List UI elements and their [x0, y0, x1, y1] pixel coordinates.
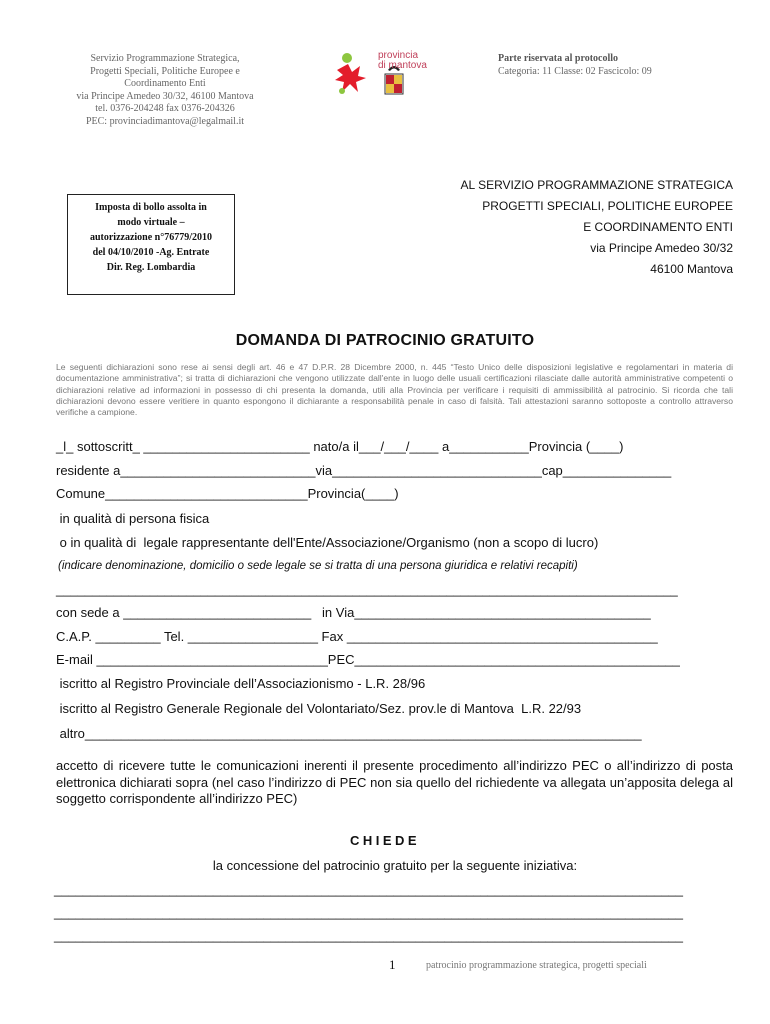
recipient-line: via Principe Amedeo 30/32	[590, 241, 733, 255]
recipient-line: AL SERVIZIO PROGRAMMAZIONE STRATEGICA	[460, 178, 733, 192]
address-line: Servizio Programmazione Strategica,	[90, 53, 240, 64]
stamp-line: del 04/10/2010 -Ag. Entrate	[92, 247, 210, 258]
stamp-line: modo virtuale –	[117, 217, 185, 228]
logo-text-line: di mantova	[378, 60, 427, 71]
option-other[interactable]: altro_____________________________________________________________________________	[56, 726, 642, 741]
stamp-line: autorizzazione n°76779/2010	[89, 232, 213, 243]
office-address-block	[40, 53, 290, 129]
contact-phone-line[interactable]: C.A.P. _________ Tel. __________________ Fax ___________________________________________	[56, 629, 658, 644]
option-legal-representative[interactable]: o in qualità di legale rappresentante dell'Ente/Associazione/Organismo (non a scopo di lucro)	[56, 535, 599, 550]
logo-text-line: provincia	[378, 50, 419, 61]
protocol-classification: Categoria: 11 Classe: 02 Fascicolo: 09	[498, 65, 652, 77]
address-line: tel. 0376-204248 fax 0376-204326	[95, 103, 235, 115]
entity-details-hint: (indicare denominazione, domicilio o sede legale se si tratta di una persona giuridica e relativi recapiti)	[58, 560, 578, 572]
recipient-line: E COORDINAMENTO ENTI	[583, 220, 733, 234]
initiative-line[interactable]: _______________________________________________________________________________________	[54, 905, 684, 920]
stamp-duty-box	[67, 194, 235, 295]
address-line: Progetti Speciali, Politiche Europee e	[90, 65, 240, 77]
recipient-address	[461, 175, 733, 280]
residence-line[interactable]: residente a___________________________via_____________________________cap_______________	[56, 463, 672, 478]
entity-details-line[interactable]: ______________________________________________________________________________________	[56, 582, 678, 597]
initiative-line[interactable]: _______________________________________________________________________________________	[54, 928, 684, 943]
option-regional-register[interactable]: iscritto al Registro Generale Regionale del Volontariato/Sez. prov.le di Mantova L.R. 22/93	[56, 701, 582, 716]
legal-notice: Le seguenti dichiarazioni sono rese ai sensi degli art. 46 e 47 D.P.R. 28 Dicembre 2000, n. 445 “Testo Unico delle disposizioni legislative e regolamentari in materia di documentazione amministrativa”; si tratta di dichiarazioni che vengono utilizzate dall'ente in luogo delle usuali certificazioni rilasciate dalle autorità amministrative competenti o dichiarazioni relative ad informazioni in possesso di chi presenta la domanda, utili alla Provincia per verificare i requisiti di ammissibilità al patrocinio. Si ricorda che tali dichiarazioni devono essere veritiere in quanto espongono il dichiarante a responsabilità penale in caso di falsità. Tali attestazioni saranno sottoposte a controllo attraverso verifiche a campione.	[56, 362, 733, 418]
stamp-line: Dir. Reg. Lombardia	[106, 262, 196, 273]
stamp-line: Imposta di bollo assolta in	[95, 202, 207, 213]
option-provincial-register[interactable]: iscritto al Registro Provinciale dell’Associazionismo - L.R. 28/96	[56, 676, 426, 691]
initiative-line[interactable]: _______________________________________________________________________________________	[54, 882, 684, 897]
request-subheading: la concessione del patrocinio gratuito per la seguente iniziativa:	[212, 858, 578, 873]
footer-text: patrocinio programmazione strategica, progetti speciali	[426, 960, 647, 971]
address-line: Coordinamento Enti	[124, 78, 206, 90]
headquarters-line[interactable]: con sede a __________________________ in Via_________________________________________	[56, 605, 651, 620]
applicant-name-line[interactable]: _l_ sottoscritt_ _______________________ nato/a il___/___/____ a___________Provincia (____)	[56, 439, 624, 454]
request-heading: CHIEDE	[349, 833, 421, 848]
option-natural-person[interactable]: in qualità di persona fisica	[56, 511, 210, 526]
document-title: DOMANDA DI PATROCINIO GRATUITO	[235, 332, 535, 349]
recipient-line: PROGETTI SPECIALI, POLITICHE EUROPEE	[482, 199, 733, 213]
pec-consent-paragraph[interactable]: accetto di ricevere tutte le comunicazioni inerenti il presente procedimento all’indirizzo PEC o all’indirizzo di posta elettronica dichiarati sopra (nel caso l’indirizzo di PEC non sia quello del richiedente va allegata un’apposita delega al soggetto corrispondente all’indirizzo PEC)	[56, 758, 733, 806]
recipient-line: 46100 Mantova	[650, 262, 733, 276]
email-pec-line[interactable]: E-mail ________________________________PEC_____________________________________________	[56, 652, 680, 667]
municipality-line[interactable]: Comune____________________________Provincia(____)	[56, 486, 399, 501]
protocol-box	[498, 53, 652, 78]
address-line: PEC: provinciadimantova@legalmail.it	[85, 115, 245, 127]
page-number: 1	[389, 957, 396, 972]
logo-text	[378, 51, 427, 71]
address-line: via Principe Amedeo 30/32, 46100 Mantova	[76, 90, 254, 102]
protocol-title: Parte riservata al protocollo	[498, 53, 619, 64]
